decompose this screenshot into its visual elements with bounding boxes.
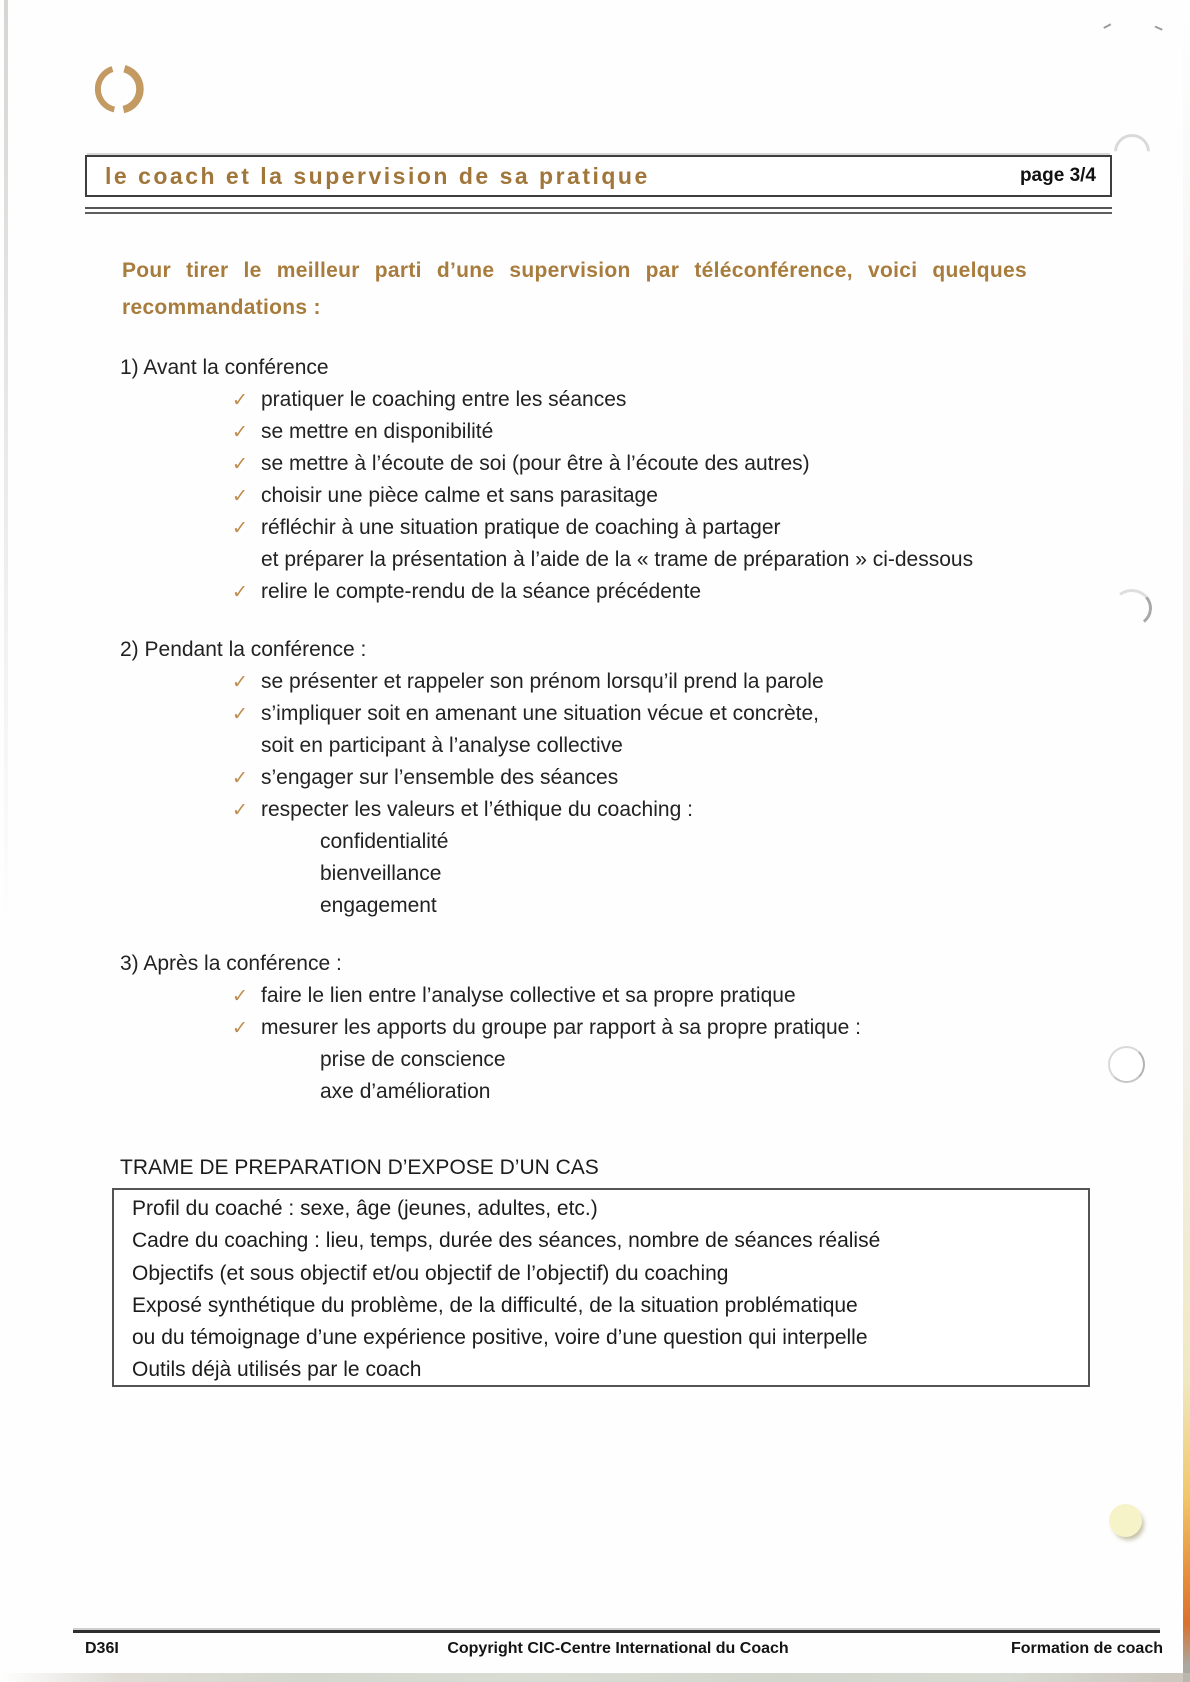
check-icon: ✓	[232, 1018, 248, 1039]
checklist-item	[232, 980, 1130, 1012]
footer-org: Formation de coach	[1010, 1640, 1163, 1657]
trame-line: Profil du coaché : sexe, âge (jeunes, adultes, etc.)	[132, 1197, 598, 1220]
trame-box	[112, 1188, 1090, 1387]
scan-speck-icon	[1153, 26, 1162, 34]
item-text: se mettre à l’écoute de soi (pour être à l’écoute des autres)	[261, 452, 810, 475]
section	[120, 948, 1130, 1108]
item-text: pratiquer le coaching entre les séances	[261, 388, 627, 411]
item-text: respecter les valeurs et l’éthique du coaching :	[261, 798, 693, 821]
recommendations-sections	[120, 352, 1130, 1134]
sub-item: confidentialité	[320, 830, 449, 853]
sub-item: axe d’amélioration	[320, 1080, 491, 1103]
checklist-item	[232, 698, 1130, 730]
item-text: se mettre en disponibilité	[261, 420, 494, 443]
section-heading: 2) Pendant la conférence :	[120, 638, 367, 661]
scan-speck-icon	[1103, 23, 1112, 31]
section	[120, 634, 1130, 922]
item-text: mesurer les apports du groupe par rapport à sa propre pratique :	[261, 1016, 862, 1039]
section-heading: 3) Après la conférence :	[120, 952, 342, 975]
checklist-item	[232, 480, 1130, 512]
check-icon: ✓	[232, 800, 248, 821]
checklist-item	[232, 576, 1130, 608]
page-header	[85, 155, 1112, 197]
scan-edge-bottom	[0, 1673, 1190, 1682]
scan-artifact-blob	[1109, 1504, 1142, 1537]
checklist-item	[232, 448, 1130, 480]
trame-line: Exposé synthétique du problème, de la difficulté, de la situation problématique	[132, 1293, 858, 1317]
check-icon: ✓	[232, 704, 248, 725]
checklist-item	[232, 794, 1130, 826]
page-number: page 3/4	[1019, 165, 1096, 186]
footer-divider	[73, 1630, 1160, 1633]
brand-logo-icon	[92, 62, 146, 116]
checklist-item	[232, 762, 1130, 794]
scan-edge-right	[1183, 0, 1190, 1682]
sub-item: prise de conscience	[320, 1048, 506, 1071]
checklist-item	[232, 384, 1130, 416]
scan-artifact-arc	[1114, 134, 1150, 170]
item-text: réfléchir à une situation pratique de coaching à partager	[261, 516, 781, 539]
header-divider	[85, 207, 1112, 214]
check-icon: ✓	[232, 582, 248, 603]
check-icon: ✓	[232, 454, 248, 475]
checklist-item	[232, 416, 1130, 448]
checklist-item	[232, 1012, 1130, 1044]
item-text: s’impliquer soit en amenant une situation vécue et concrète,	[261, 702, 819, 725]
item-continuation: soit en participant à l’analyse collective	[261, 734, 623, 757]
page-title: le coach et la supervision de sa pratique	[105, 162, 650, 189]
intro-paragraph: Pour tirer le meilleur parti d’une supervision par téléconférence, voici quelques recommandations :	[122, 259, 1027, 319]
trame-line: ou du témoignage d’une expérience positive, voire d’une question qui interpelle	[132, 1326, 868, 1350]
trame-line: Cadre du coaching : lieu, temps, durée des séances, nombre de séances réalisé	[132, 1229, 881, 1253]
sub-item: engagement	[320, 894, 437, 917]
check-icon: ✓	[232, 486, 248, 507]
checklist-item	[232, 666, 1130, 698]
check-icon: ✓	[232, 768, 248, 789]
item-continuation: et préparer la présentation à l’aide de la « trame de préparation » ci-dessous	[261, 548, 974, 571]
item-text: choisir une pièce calme et sans parasitage	[261, 484, 658, 507]
item-text: s’engager sur l’ensemble des séances	[261, 766, 619, 789]
section-heading: 1) Avant la conférence	[120, 356, 329, 379]
trame-heading: TRAME DE PREPARATION D’EXPOSE D’UN CAS	[120, 1156, 599, 1179]
checklist-item	[232, 512, 1130, 544]
check-icon: ✓	[232, 986, 248, 1007]
check-icon: ✓	[232, 422, 248, 443]
trame-line: Outils déjà utilisés par le coach	[132, 1358, 422, 1382]
page-footer	[73, 1640, 1163, 1658]
sub-item: bienveillance	[320, 862, 442, 885]
item-text: se présenter et rappeler son prénom lorsqu’il prend la parole	[261, 670, 824, 693]
footer-copyright: Copyright CIC-Centre International du Coach	[447, 1640, 789, 1657]
check-icon: ✓	[232, 518, 248, 539]
check-icon: ✓	[232, 390, 248, 411]
item-text: relire le compte-rendu de la séance précédente	[261, 580, 702, 603]
scan-artifact-punch-hole	[1108, 1046, 1145, 1083]
footer-doc-code: D36I	[85, 1640, 119, 1657]
trame-line: Objectifs (et sous objectif et/ou objectif de l’objectif) du coaching	[132, 1261, 729, 1285]
item-text: faire le lien entre l’analyse collective et sa propre pratique	[261, 984, 796, 1007]
section	[120, 352, 1130, 608]
scan-edge-left	[4, 0, 8, 930]
check-icon: ✓	[232, 672, 248, 693]
